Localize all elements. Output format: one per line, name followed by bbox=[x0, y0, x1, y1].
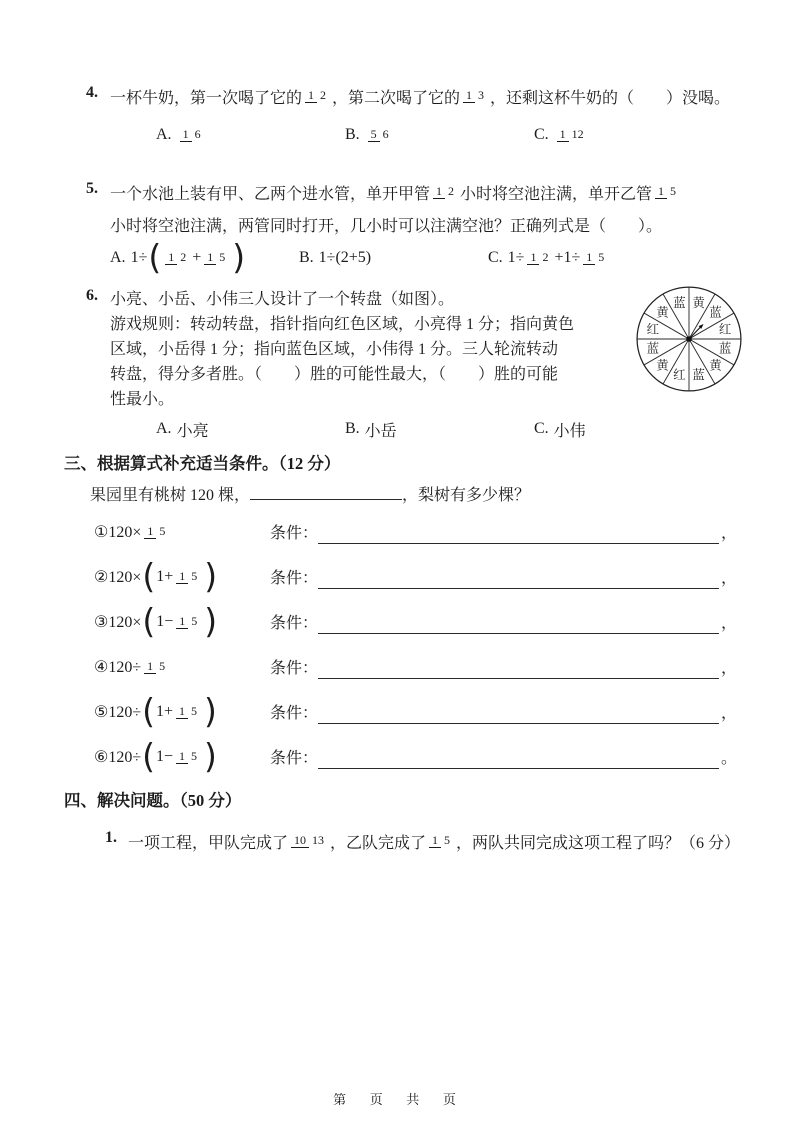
option-label: A. bbox=[110, 249, 126, 266]
spinner-diagram bbox=[633, 285, 745, 393]
question-5-number: 5. bbox=[86, 180, 98, 197]
condition-label: 条件： bbox=[270, 524, 319, 542]
punctuation: ， bbox=[720, 524, 737, 542]
option-value: 小伟 bbox=[553, 422, 586, 440]
option-label: A. bbox=[156, 126, 172, 143]
spinner-sector-label: 黄 bbox=[656, 305, 669, 320]
option-label: C. bbox=[534, 420, 549, 437]
fill-in-blank-line bbox=[318, 570, 719, 589]
section-3-title: 三、根据算式补充适当条件。（12 分） bbox=[64, 454, 341, 473]
question-4-option-c bbox=[534, 116, 723, 154]
punctuation: ， bbox=[720, 614, 737, 632]
section-3-intro bbox=[90, 483, 737, 509]
question-6-text-line3: 区域，小岳得 1 分；指向蓝色区域，小伟得 1 分。三人轮流转动 bbox=[110, 341, 559, 358]
question-4-option-b bbox=[345, 116, 534, 154]
question-6 bbox=[64, 287, 737, 442]
question-6-text-line2: 游戏规则：转动转盘，指针指向红色区域，小亮得 1 分；指向黄色 bbox=[110, 316, 575, 333]
condition-item-5 bbox=[94, 689, 737, 734]
question-5-text-line2: 小时将空池注满，两管同时打开，几小时可以注满空池？正确列式是（ ）。 bbox=[110, 218, 663, 235]
question-6-number: 6. bbox=[86, 287, 98, 304]
option-value: 1÷ ( 1 2 + 1 5 ) bbox=[130, 237, 246, 278]
punctuation: ， bbox=[720, 569, 737, 587]
question-4-option-a bbox=[156, 116, 345, 154]
question-6-option-b bbox=[345, 416, 534, 442]
spinner-sector-label: 红 bbox=[646, 322, 660, 337]
fill-in-blank-line bbox=[318, 525, 719, 544]
section-4-question-1 bbox=[64, 821, 741, 861]
condition-item-4 bbox=[94, 644, 737, 689]
condition-label: 条件： bbox=[270, 569, 319, 587]
punctuation: ， bbox=[720, 704, 737, 722]
option-label: B. bbox=[299, 249, 314, 266]
condition-item-6 bbox=[94, 734, 737, 779]
condition-item-2 bbox=[94, 554, 737, 599]
section-4-title: 四、解决问题。（50 分） bbox=[64, 791, 242, 810]
condition-row bbox=[270, 520, 737, 544]
expression: ⑤120÷ ( 1+ 1 5 ) bbox=[94, 691, 217, 732]
question-6-text-line5: 性最小。 bbox=[110, 391, 175, 408]
punctuation: 。 bbox=[720, 749, 737, 767]
condition-item-3 bbox=[94, 599, 737, 644]
question-5-option-b bbox=[299, 239, 488, 277]
spinner-sector-label: 黄 bbox=[656, 358, 669, 373]
expression: ①120× 1 5 bbox=[94, 523, 166, 541]
question-1-text: 一项工程，甲队完成了 10 13 ，乙队完成了 1 5 ，两队共同完成这项工程了吗？（6 分） bbox=[128, 833, 741, 852]
condition-label: 条件： bbox=[270, 614, 319, 632]
spinner-sector-label: 红 bbox=[673, 368, 686, 383]
option-label: C. bbox=[488, 249, 503, 266]
question-6-option-c bbox=[534, 416, 723, 442]
question-6-options bbox=[156, 416, 737, 442]
question-6-text-line4: 转盘，得分多者胜。（ ）胜的可能性最大，（ ）胜的可能 bbox=[110, 366, 559, 383]
question-4-options bbox=[156, 116, 737, 154]
fill-in-blank-line bbox=[318, 660, 719, 679]
page-footer: 第 页 共 页 bbox=[333, 1092, 460, 1107]
question-5-option-a bbox=[110, 239, 299, 277]
option-value: 5 6 bbox=[365, 128, 395, 141]
option-label: B. bbox=[345, 126, 360, 143]
option-label: B. bbox=[345, 420, 360, 437]
question-4-text: 一杯牛奶，第一次喝了它的 1 2 ，第二次喝了它的 1 3 ，还剩这杯牛奶的（ ）没喝。 bbox=[110, 88, 731, 107]
condition-label: 条件： bbox=[270, 749, 319, 767]
question-5-text-line1: 一个水池上装有甲、乙两个进水管，单开甲管 1 2 小时将空池注满，单开乙管 1 5 bbox=[110, 184, 677, 203]
question-5 bbox=[64, 172, 737, 277]
spinner-sector-label: 蓝 bbox=[718, 341, 732, 356]
condition-row bbox=[270, 610, 737, 634]
fill-in-blank-line bbox=[318, 705, 719, 724]
option-value: 1 6 bbox=[177, 128, 207, 141]
spinner-sector-label: 黄 bbox=[709, 358, 722, 373]
spinner-sector-label: 蓝 bbox=[673, 295, 686, 310]
intro-text-before: 果园里有桃树 120 棵， bbox=[90, 487, 251, 504]
option-value: 1÷ 1 2 +1÷ 1 5 bbox=[507, 249, 605, 266]
fill-in-blank-line bbox=[318, 750, 719, 769]
question-6-text-line1: 小亮、小岳、小伟三人设计了一个转盘（如图）。 bbox=[110, 291, 455, 308]
spinner-sector-label: 蓝 bbox=[709, 305, 722, 320]
option-value: 1÷(2+5) bbox=[318, 249, 372, 266]
question-6-option-a bbox=[156, 416, 345, 442]
question-4 bbox=[64, 76, 737, 154]
condition-row bbox=[270, 745, 737, 769]
punctuation: ， bbox=[720, 659, 737, 677]
question-5-option-c bbox=[488, 239, 677, 277]
option-value: 小亮 bbox=[176, 422, 209, 440]
option-label: C. bbox=[534, 126, 549, 143]
question-1-number: 1. bbox=[105, 829, 117, 846]
expression: ②120× ( 1+ 1 5 ) bbox=[94, 556, 218, 597]
question-5-options bbox=[110, 239, 737, 277]
spinner-sector-label: 蓝 bbox=[646, 341, 660, 356]
fill-in-blank-line bbox=[318, 615, 719, 634]
expression: ⑥120÷ ( 1− 1 5 ) bbox=[94, 736, 217, 777]
question-4-number: 4. bbox=[86, 84, 98, 101]
condition-item-1 bbox=[94, 509, 737, 554]
spinner-sector-label: 蓝 bbox=[692, 368, 705, 383]
expression: ③120× ( 1− 1 5 ) bbox=[94, 601, 218, 642]
fill-in-blank-line bbox=[250, 483, 402, 500]
option-value: 小岳 bbox=[364, 422, 397, 440]
intro-text-after: ，梨树有多少棵？ bbox=[402, 487, 531, 504]
spinner-sector-label: 黄 bbox=[692, 295, 705, 310]
condition-row bbox=[270, 655, 737, 679]
condition-row bbox=[270, 700, 737, 724]
condition-label: 条件： bbox=[270, 704, 319, 722]
spinner-sector-label: 红 bbox=[718, 322, 732, 337]
option-label: A. bbox=[156, 420, 172, 437]
condition-label: 条件： bbox=[270, 659, 319, 677]
option-value: 1 12 bbox=[554, 128, 590, 141]
condition-row bbox=[270, 565, 737, 589]
expression: ④120÷ 1 5 bbox=[94, 658, 166, 676]
